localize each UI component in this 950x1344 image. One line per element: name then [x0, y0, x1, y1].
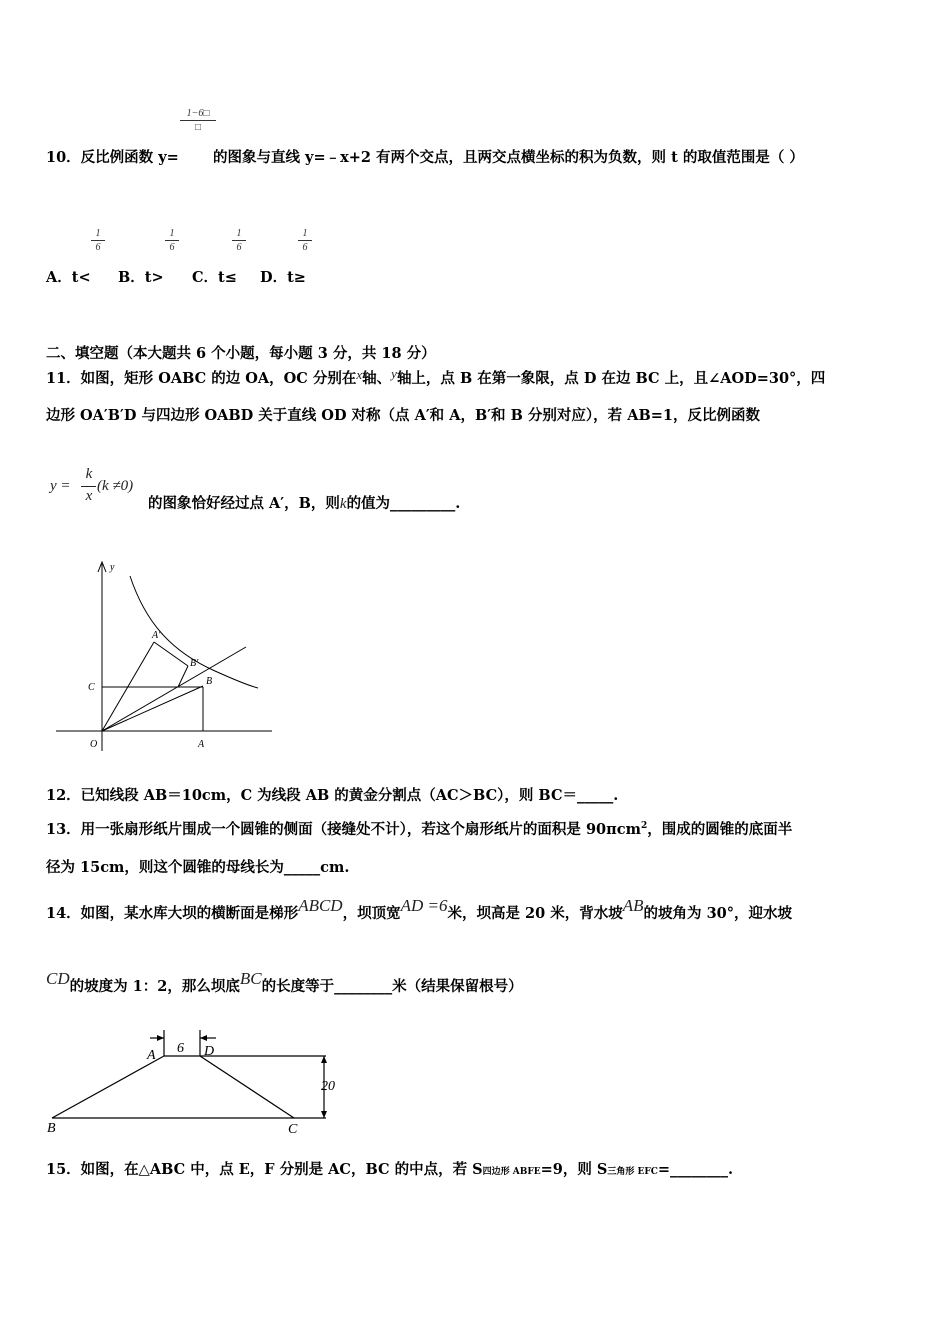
label-20: 20	[321, 1079, 335, 1094]
label-d: D	[204, 1044, 215, 1059]
q11-line2: 边形 OA′B′D 与四边形 OABD 关于直线 OD 对称（点 A′和 A，B′和 B 分别对应），若 AB=1，反比例函数	[46, 407, 760, 424]
q13-line2: 径为 15cm，则这个圆锥的母线长为_____cm.	[46, 859, 350, 876]
q11-line1: 11．如图，矩形 OABC 的边 OA，OC 分别在x轴、y轴上，点 B 在第一象限，点 D 在边 BC 上，且∠AOD=30°，四	[46, 366, 826, 387]
q15-text: 15．如图，在△ABC 中，点 E，F 分别是 AC，BC 的中点，若 S四边形 ABFE=9，则 S三角形 EFC=________.	[46, 1161, 734, 1178]
label-6: 6	[177, 1041, 184, 1056]
q10-fraction-denominator: □	[194, 122, 202, 133]
option-a[interactable]: A．t<	[46, 269, 91, 286]
x-variable: x	[356, 367, 363, 382]
option-c[interactable]: C．t≤	[192, 269, 237, 286]
line-ob	[102, 686, 203, 731]
option-c-fraction: 1 6	[232, 228, 246, 253]
q11-formula: y = k x (k ≠0)	[50, 466, 134, 504]
q14-line1: 14．如图，某水库大坝的横断面是梯形ABCD，坝顶宽AD =6米，坝高是 20 米，背水坡AB的坡角为 30°，迎水坡	[46, 896, 793, 922]
y-variable: y	[391, 366, 397, 381]
q14-figure	[44, 1026, 344, 1138]
hyperbola-curve	[130, 576, 258, 688]
label-b-prime: B′	[190, 658, 199, 669]
label-o: O	[90, 739, 98, 750]
q14-line2: CD的坡度为 1：2，那么坝底BC的长度等于________米（结果保留根号）	[46, 969, 523, 995]
line-od	[102, 647, 246, 731]
label-a: A	[198, 739, 205, 750]
k-variable: k	[339, 496, 347, 512]
q13-line1: 13．用一张扇形纸片围成一个圆锥的侧面（接缝处不计），若这个扇形纸片的面积是 90πcm$^2$，围成的圆锥的底面半	[46, 821, 793, 838]
section-heading: 二、填空题（本大题共 6 个小题，每小题 3 分，共 18 分）	[46, 345, 436, 362]
q10-text-b: 的图象与直线 y=﹣x+2 有两个交点，且两交点横坐标的积为负数，则 t 的取值范围是（ ）	[213, 149, 804, 166]
label-a: A	[147, 1048, 156, 1063]
q12-text: 12．已知线段 AB＝10cm，C 为线段 AB 的黄金分割点（AC＞BC），则 BC＝_____.	[46, 787, 619, 804]
option-b-fraction: 1 6	[165, 228, 179, 253]
option-d-fraction: 1 6	[298, 228, 312, 253]
label-c: C	[288, 1122, 298, 1137]
option-b[interactable]: B．t>	[118, 269, 164, 286]
q10-fraction	[180, 108, 216, 133]
q10-fraction-numerator: 1−6□	[186, 108, 210, 119]
label-y: y	[110, 562, 115, 573]
label-a-prime: A′	[152, 630, 161, 641]
option-a-fraction: 1 6	[91, 228, 105, 253]
label-b: B	[47, 1121, 56, 1136]
q10-options	[46, 228, 366, 288]
q11-line3: 的图象恰好经过点 A′，B，则k的值为_________.	[148, 495, 461, 512]
label-b: B	[206, 676, 213, 687]
q11-figure	[50, 556, 280, 756]
option-d[interactable]: D．t≥	[260, 269, 306, 286]
label-c: C	[88, 682, 95, 693]
line-a-prime-b-prime	[154, 642, 188, 666]
slope-ab	[52, 1056, 164, 1118]
q10-text-a: 10．反比例函数 y=	[46, 149, 179, 166]
slope-cd	[200, 1056, 294, 1118]
